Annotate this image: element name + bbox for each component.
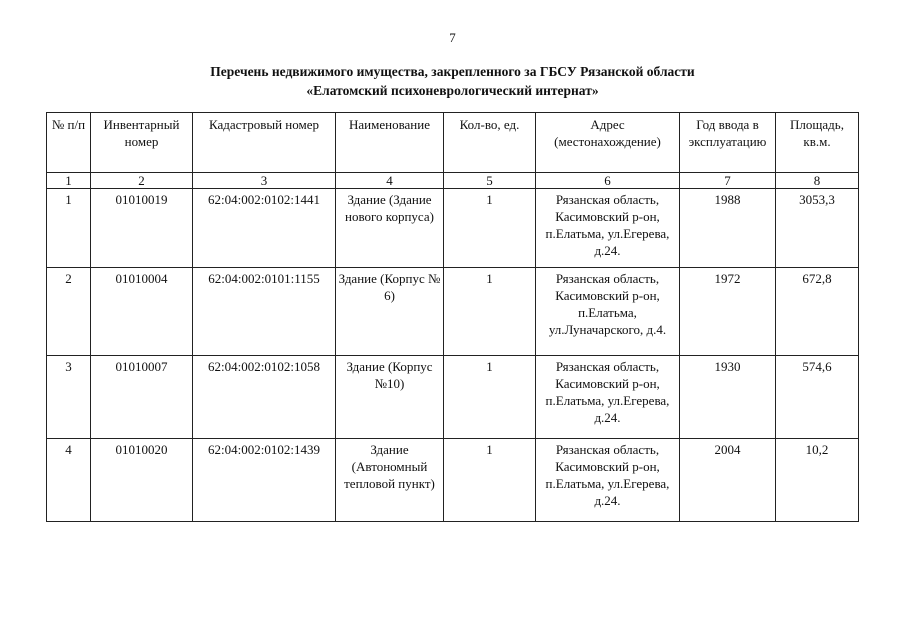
address-cell: Рязанская область, Касимовский р-он, п.Елатьма, ул.Егерева, д.24. — [536, 356, 680, 439]
cadastral-number-cell: 62:04:002:0101:1155 — [193, 268, 336, 356]
inventory-number-cell: 01010019 — [91, 189, 193, 268]
area-cell: 574,6 — [776, 356, 859, 439]
year-cell: 1988 — [680, 189, 776, 268]
year-cell: 1972 — [680, 268, 776, 356]
document-title — [0, 62, 905, 100]
address-cell: Рязанская область, Касимовский р-он, п.Елатьма, ул.Егерева, д.24. — [536, 189, 680, 268]
inventory-number-cell: 01010007 — [91, 356, 193, 439]
header-cell: Наименование — [336, 113, 444, 173]
header-cell: Кол-во, ед. — [444, 113, 536, 173]
page-number: 7 — [449, 30, 456, 45]
inventory-number-cell: 01010004 — [91, 268, 193, 356]
column-number-cell: 5 — [444, 173, 536, 189]
cadastral-number-cell: 62:04:002:0102:1441 — [193, 189, 336, 268]
inventory-number-cell: 01010020 — [91, 439, 193, 522]
header-cell: Площадь, кв.м. — [776, 113, 859, 173]
column-number-row — [47, 173, 859, 189]
area-cell: 672,8 — [776, 268, 859, 356]
row-number-cell: 1 — [47, 189, 91, 268]
header-cell: Год ввода в эксплуатацию — [680, 113, 776, 173]
table-row — [47, 268, 859, 356]
header-row — [47, 113, 859, 173]
quantity-cell: 1 — [444, 356, 536, 439]
cadastral-number-cell: 62:04:002:0102:1058 — [193, 356, 336, 439]
table-row — [47, 439, 859, 522]
column-number-cell: 7 — [680, 173, 776, 189]
column-number-cell: 1 — [47, 173, 91, 189]
header-cell: Адрес (местонахождение) — [536, 113, 680, 173]
year-cell: 1930 — [680, 356, 776, 439]
property-table — [46, 112, 859, 522]
table-row — [47, 356, 859, 439]
year-cell: 2004 — [680, 439, 776, 522]
address-cell: Рязанская область, Касимовский р-он, п.Елатьма, ул.Луначарского, д.4. — [536, 268, 680, 356]
title-line-1: Перечень недвижимого имущества, закрепленного за ГБСУ Рязанской области — [210, 64, 695, 79]
column-number-cell: 6 — [536, 173, 680, 189]
name-cell: Здание (Корпус № 6) — [336, 268, 444, 356]
name-cell: Здание (Здание нового корпуса) — [336, 189, 444, 268]
row-number-cell: 2 — [47, 268, 91, 356]
name-cell: Здание (Автономный тепловой пункт) — [336, 439, 444, 522]
column-number-cell: 8 — [776, 173, 859, 189]
area-cell: 3053,3 — [776, 189, 859, 268]
quantity-cell: 1 — [444, 439, 536, 522]
table-row — [47, 189, 859, 268]
address-cell: Рязанская область, Касимовский р-он, п.Елатьма, ул.Егерева, д.24. — [536, 439, 680, 522]
header-cell: № п/п — [47, 113, 91, 173]
title-line-2: «Елатомский психоневрологический интернат» — [306, 83, 599, 98]
cadastral-number-cell: 62:04:002:0102:1439 — [193, 439, 336, 522]
row-number-cell: 4 — [47, 439, 91, 522]
header-cell: Кадастровый номер — [193, 113, 336, 173]
quantity-cell: 1 — [444, 268, 536, 356]
column-number-cell: 4 — [336, 173, 444, 189]
header-cell: Инвентарный номер — [91, 113, 193, 173]
quantity-cell: 1 — [444, 189, 536, 268]
column-number-cell: 3 — [193, 173, 336, 189]
column-number-cell: 2 — [91, 173, 193, 189]
name-cell: Здание (Корпус №10) — [336, 356, 444, 439]
row-number-cell: 3 — [47, 356, 91, 439]
area-cell: 10,2 — [776, 439, 859, 522]
